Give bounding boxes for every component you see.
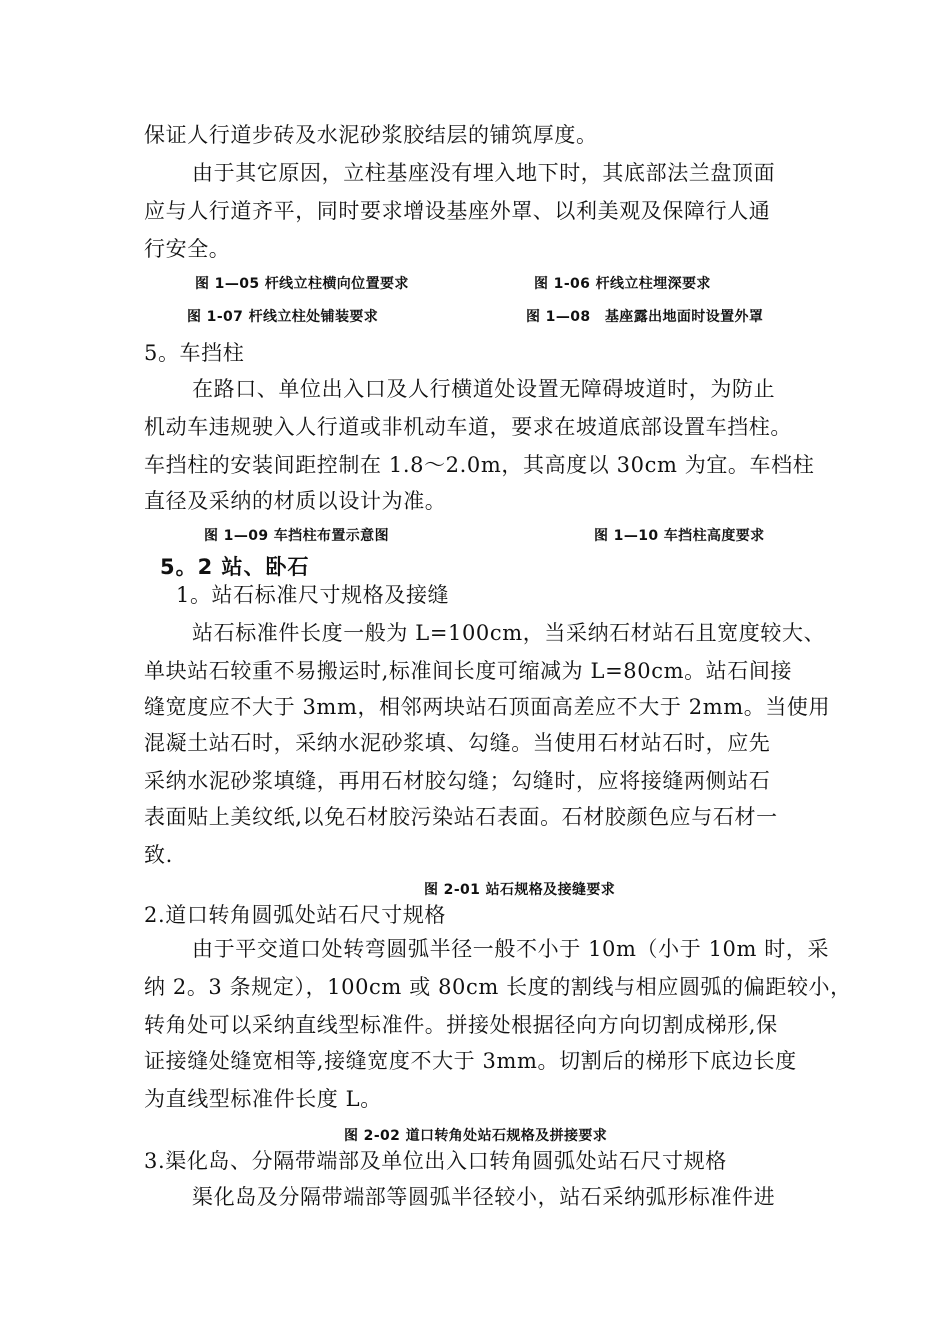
text-line: 转角处可以采纳直线型标准件。拼接处根据径向方向切割成梯形,保 xyxy=(144,1013,778,1037)
text-line: 直径及采纳的材质以设计为准。 xyxy=(144,489,447,513)
text-line: 在路口、单位出入口及人行横道处设置无障碍坡道时，为防止 xyxy=(192,377,776,401)
figure-caption: 图 1—09 车挡柱布置示意图 xyxy=(204,528,389,544)
text-line: 混凝土站石时，采纳水泥砂浆填、勾缝。当使用石材站石时，应先 xyxy=(144,731,771,755)
section-heading: 5。2 站、卧石 xyxy=(160,555,310,579)
subsection-title: 1。站石标准尺寸规格及接缝 xyxy=(176,583,450,607)
text-line: 证接缝处缝宽相等,接缝宽度不大于 3mm。切割后的梯形下底边长度 xyxy=(144,1049,797,1073)
text-line: 表面贴上美纹纸,以免石材胶污染站石表面。石材胶颜色应与石材一 xyxy=(144,805,778,829)
figure-caption: 图 1-06 杆线立柱埋深要求 xyxy=(534,276,711,292)
text-line: 缝宽度应不大于 3mm，相邻两块站石顶面高差应不大于 2mm。当使用 xyxy=(144,695,831,719)
subsection-title: 2.道口转角圆弧处站石尺寸规格 xyxy=(144,903,447,927)
text-line: 单块站石较重不易搬运时,标准间长度可缩减为 L=80cm。站石间接 xyxy=(144,659,793,683)
text-line: 保证人行道步砖及水泥砂浆胶结层的铺筑厚度。 xyxy=(144,123,598,147)
figure-caption: 图 1—05 杆线立柱横向位置要求 xyxy=(195,276,409,292)
figure-caption: 图 1-07 杆线立柱处铺装要求 xyxy=(187,309,379,325)
text-line: 应与人行道齐平，同时要求增设基座外罩、以利美观及保障行人通 xyxy=(144,199,771,223)
text-line: 由于其它原因，立柱基座没有埋入地下时，其底部法兰盘顶面 xyxy=(192,161,776,185)
text-line: 车挡柱的安装间距控制在 1.8～2.0m，其高度以 30cm 为宜。车档柱 xyxy=(144,453,815,477)
text-line: 站石标准件长度一般为 L=100cm，当采纳石材站石且宽度较大、 xyxy=(192,621,826,645)
figure-caption: 图 2-01 站石规格及接缝要求 xyxy=(424,882,616,898)
text-line: 采纳水泥砂浆填缝，再用石材胶勾缝；勾缝时，应将接缝两侧站石 xyxy=(144,769,771,793)
figure-caption: 图 1—08 基座露出地面时设置外罩 xyxy=(526,309,764,325)
text-line: 为直线型标准件长度 L。 xyxy=(144,1087,382,1111)
text-line: 渠化岛及分隔带端部等圆弧半径较小，站石采纳弧形标准件进 xyxy=(192,1185,776,1209)
text-line: 由于平交道口处转弯圆弧半径一般不小于 10m（小于 10m 时，采 xyxy=(192,937,830,961)
figure-caption: 图 2-02 道口转角处站石规格及拼接要求 xyxy=(344,1128,608,1144)
text-line: 机动车违规驶入人行道或非机动车道，要求在坡道底部设置车挡柱。 xyxy=(144,415,792,439)
figure-caption: 图 1—10 车挡柱高度要求 xyxy=(594,528,765,544)
text-line: 致. xyxy=(144,843,173,867)
section-title: 5。车挡柱 xyxy=(144,341,245,365)
subsection-title: 3.渠化岛、分隔带端部及单位出入口转角圆弧处站石尺寸规格 xyxy=(144,1149,727,1173)
text-line: 行安全。 xyxy=(144,237,231,261)
text-line: 纳 2。3 条规定），100cm 或 80cm 长度的割线与相应圆弧的偏距较小， xyxy=(144,975,852,999)
